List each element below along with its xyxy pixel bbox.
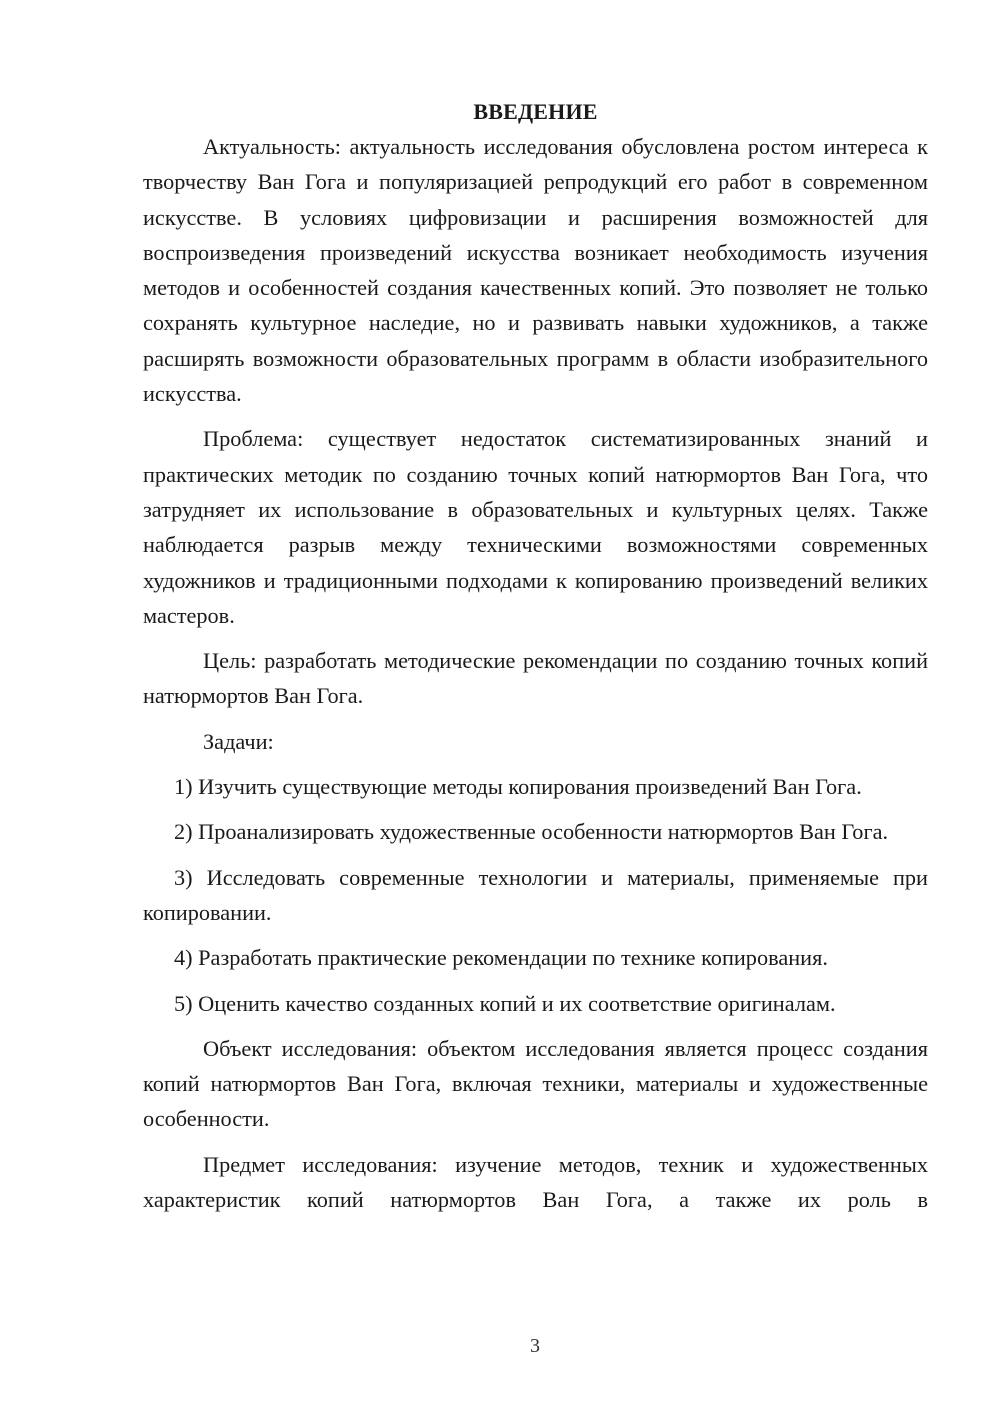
task-item: 3) Исследовать современные технологии и материалы, применяемые при копировании. [143,864,928,925]
paragraph-subject: Предмет исследования: изучение методов, техник и художественных характеристик копий натюрмортов Ван Гога, а также их роль в [143,1151,928,1213]
tasks-list [143,769,928,1021]
page-number: 3 [530,1335,540,1357]
tasks-title: Задачи: [203,728,274,754]
page-content [143,94,928,1217]
task-item: 1) Изучить существующие методы копирования произведений Ван Гога. [174,774,862,800]
paragraph-goal: Цель: разработать методические рекомендации по созданию точных копий натюрмортов Ван Гога. [143,648,928,709]
task-item: 5) Оценить качество созданных копий и их соответствие оригиналам. [174,990,836,1016]
task-item: 4) Разработать практические рекомендации по технике копирования. [174,945,828,971]
paragraph-relevance: Актуальность: актуальность исследования обусловлена ростом интереса к творчеству Ван Гога и популяризацией репродукций его работ в современном искусстве. В условиях цифровизации и расширения возможностей для воспроизведения произведений искусства возникает необходимость изучения методов и особенностей создания качественных копий. Это позволяет не только сохранять культурное наследие, но и развивать навыки художников, а также расширять возможности образовательных программ в области изобразительного искусства. [143,134,928,407]
paragraph-object: Объект исследования: объектом исследования является процесс создания копий натюрмортов Ван Гога, включая техники, материалы и художественные особенности. [143,1035,928,1132]
task-item: 2) Проанализировать художественные особенности натюрмортов Ван Гога. [174,819,889,845]
paragraph-problem: Проблема: существует недостаток систематизированных знаний и практических методик по созданию точных копий натюрмортов Ван Гога, что затрудняет их использование в образовательных и культурных целях. Также наблюдается разрыв между техническими возможностями современных художников и традиционными подходами к копированию произведений великих мастеров. [143,426,928,628]
section-heading: ВВЕДЕНИЕ [473,99,598,124]
